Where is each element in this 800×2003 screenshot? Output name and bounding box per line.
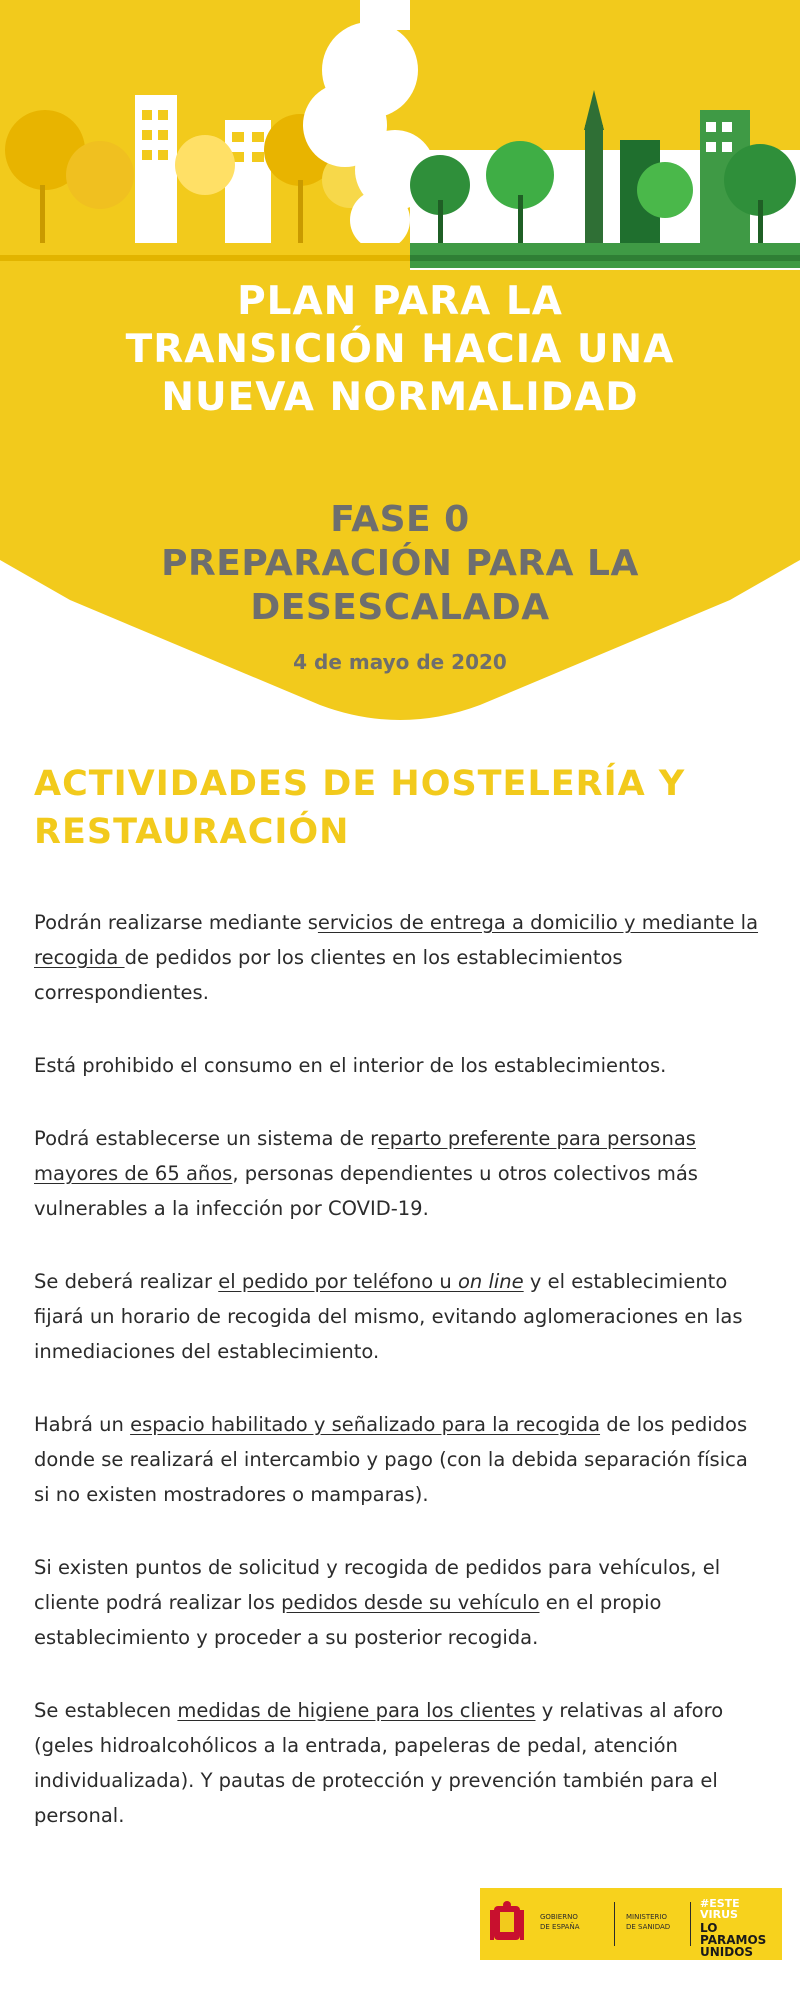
slogan-line: UNIDOS — [700, 1945, 754, 1959]
text-run: Si existen puntos de solicitud y recogida de pedidos para vehículos, el cliente podrá realizar los — [34, 1556, 721, 1614]
text-run: en el propio establecimiento y proceder a su posterior recogida. — [34, 1591, 662, 1649]
underlined-text: espacio habilitado y señalizado para la recogida — [130, 1413, 601, 1436]
text-run: , personas dependientes u otros colectivos más vulnerables a la infección por COVID-19. — [34, 1162, 698, 1220]
paragraph-priority — [34, 1121, 764, 1226]
underlined-text: el pedido por teléfono u — [218, 1270, 458, 1293]
section-heading-line: ACTIVIDADES DE HOSTELERÍA Y — [34, 764, 686, 804]
plan-title — [0, 278, 800, 422]
underlined-italic-text: on line — [457, 1270, 524, 1293]
publication-date: 4 de mayo de 2020 — [293, 650, 507, 674]
underlined-text: ervicios de entrega a domicilio y mediante la recogida — [34, 911, 759, 969]
text-run: de pedidos por los clientes en los establecimientos correspondientes. — [34, 946, 623, 1004]
hashtag-line: VIRUS — [700, 1908, 738, 1921]
phase-line: PREPARACIÓN PARA LA — [161, 543, 639, 584]
gov-line: GOBIERNO — [540, 1913, 578, 1921]
text-run: Se establecen — [34, 1699, 178, 1722]
campaign-slogan — [700, 1922, 766, 1958]
ministry-line: DE SANIDAD — [626, 1923, 671, 1931]
slogan-line: LO — [700, 1921, 718, 1935]
phase-heading — [0, 498, 800, 630]
government-label — [540, 1912, 606, 1932]
underlined-text: eparto preferente para personas mayores de 65 años — [34, 1127, 696, 1185]
hero-banner — [0, 0, 800, 720]
government-logo — [480, 1888, 782, 1960]
text-run: Podrán realizarse mediante s — [34, 911, 318, 934]
text-run: Se deberá realizar — [34, 1270, 219, 1293]
text-run: y el establecimiento fijará un horario de recogida del mismo, evitando aglomeraciones en las inmediaciones del establecimiento. — [34, 1270, 743, 1363]
text-run: Habrá un — [34, 1413, 131, 1436]
divider — [614, 1902, 615, 1946]
paragraph-ordering — [34, 1264, 764, 1369]
paragraph-vehicles — [34, 1550, 764, 1655]
section-heading-line: RESTAURACIÓN — [34, 812, 350, 852]
gov-line: DE ESPAÑA — [540, 1923, 580, 1931]
underlined-text: pedidos desde su vehículo — [281, 1591, 540, 1614]
slogan-line: PARAMOS — [700, 1933, 767, 1947]
hashtag-line: #ESTE — [700, 1897, 740, 1910]
paragraph-delivery — [34, 905, 764, 1010]
campaign-hashtag — [700, 1898, 740, 1920]
paragraph-hygiene — [34, 1693, 764, 1833]
text-run: Está prohibido el consumo en el interior de los establecimientos. — [34, 1054, 667, 1077]
paragraph-pickup-space — [34, 1407, 764, 1512]
measures-text — [34, 905, 764, 1871]
plan-title-line: TRANSICIÓN HACIA UNA — [125, 327, 675, 372]
divider — [690, 1902, 691, 1946]
phase-line: FASE 0 — [330, 499, 470, 540]
ministry-label — [626, 1912, 682, 1932]
underlined-text: medidas de higiene para los clientes — [177, 1699, 536, 1722]
paragraph-prohibition — [34, 1048, 764, 1083]
plan-title-line: PLAN PARA LA — [237, 279, 563, 324]
phase-line: DESESCALADA — [250, 587, 550, 628]
section-heading — [34, 760, 774, 856]
text-run: de los pedidos donde se realizará el intercambio y pago (con la debida separación física si no existen mostradores o mamparas). — [34, 1413, 748, 1506]
coat-of-arms-icon — [490, 1900, 524, 1948]
text-run: Podrá establecerse un sistema de r — [34, 1127, 378, 1150]
text-run: y relativas al aforo (geles hidroalcohólicos a la entrada, papeleras de pedal, atención individualizada). Y pautas de protección y prevención también para el personal. — [34, 1699, 724, 1827]
plan-title-line: NUEVA NORMALIDAD — [161, 375, 639, 420]
ministry-line: MINISTERIO — [626, 1913, 667, 1921]
